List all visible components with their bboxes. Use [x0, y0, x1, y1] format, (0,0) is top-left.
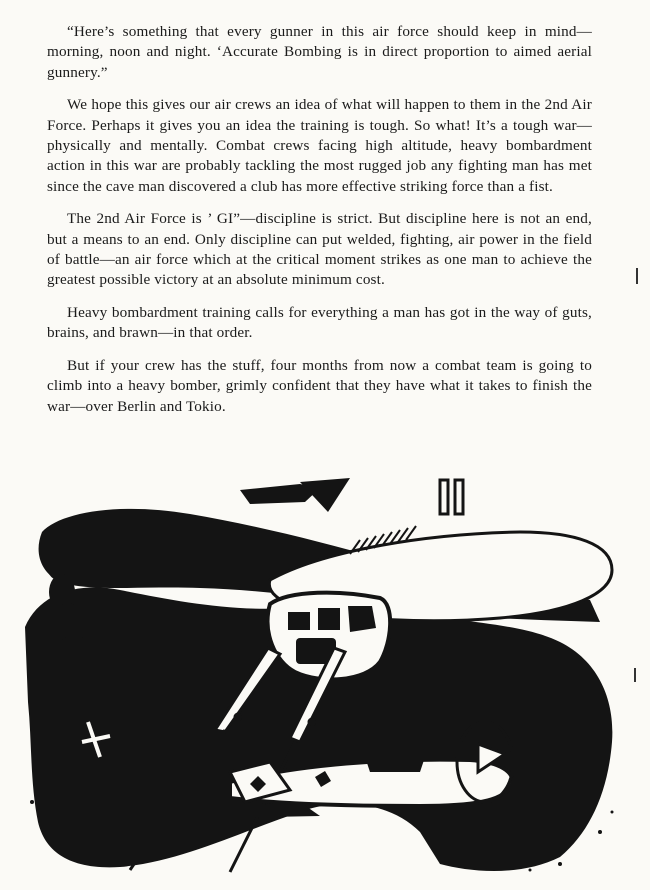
paragraph-combat-team: But if your crew has the stuff, four months from now a combat team is going to climb into a heavy bomber, grimly confident that they have what it takes to finish the war—over Berlin and Tokio. — [47, 356, 592, 415]
paragraph-gunner-quote: “Here’s something that every gunner in this air force should keep in mind—morning, noon and night. ‘Accurate Bombing is in direct proportion to aimed aerial gunnery.” — [47, 23, 592, 81]
bomber-gunner-illustration — [0, 472, 650, 882]
paragraph-discipline: The 2nd Air Force is ’ GI”—discipline is strict. But discipline here is not an end, but a means to an end. Only discipline can put welded, fighting, air power in the field of battle—an air force which at the critical moment strikes as one man to achieve the greatest possible victory at an absolute minimum cost. — [47, 210, 592, 289]
body-text — [47, 22, 592, 429]
fin-stripe-2 — [455, 480, 463, 514]
margin-mark-top — [636, 268, 638, 284]
paragraph-training-tough: We hope this gives our air crews an idea of what will happen to them in the 2nd Air Force. Perhaps it gives you an idea the training is tough. So what! It’s a tough war—physically and mentally. Combat crews facing high altitude, heavy bombardment action in this war are probably tackling the most rugged job any fighting man has met since the cave man discovered a club has more effective striking force than a fist. — [47, 96, 592, 195]
illustration-svg — [0, 472, 650, 882]
paragraph-guts-brains-brawn: Heavy bombardment training calls for everything a man has got in the way of guts, brains, and brawn—in that order. — [47, 303, 592, 342]
fin-stripe-1 — [440, 480, 448, 514]
